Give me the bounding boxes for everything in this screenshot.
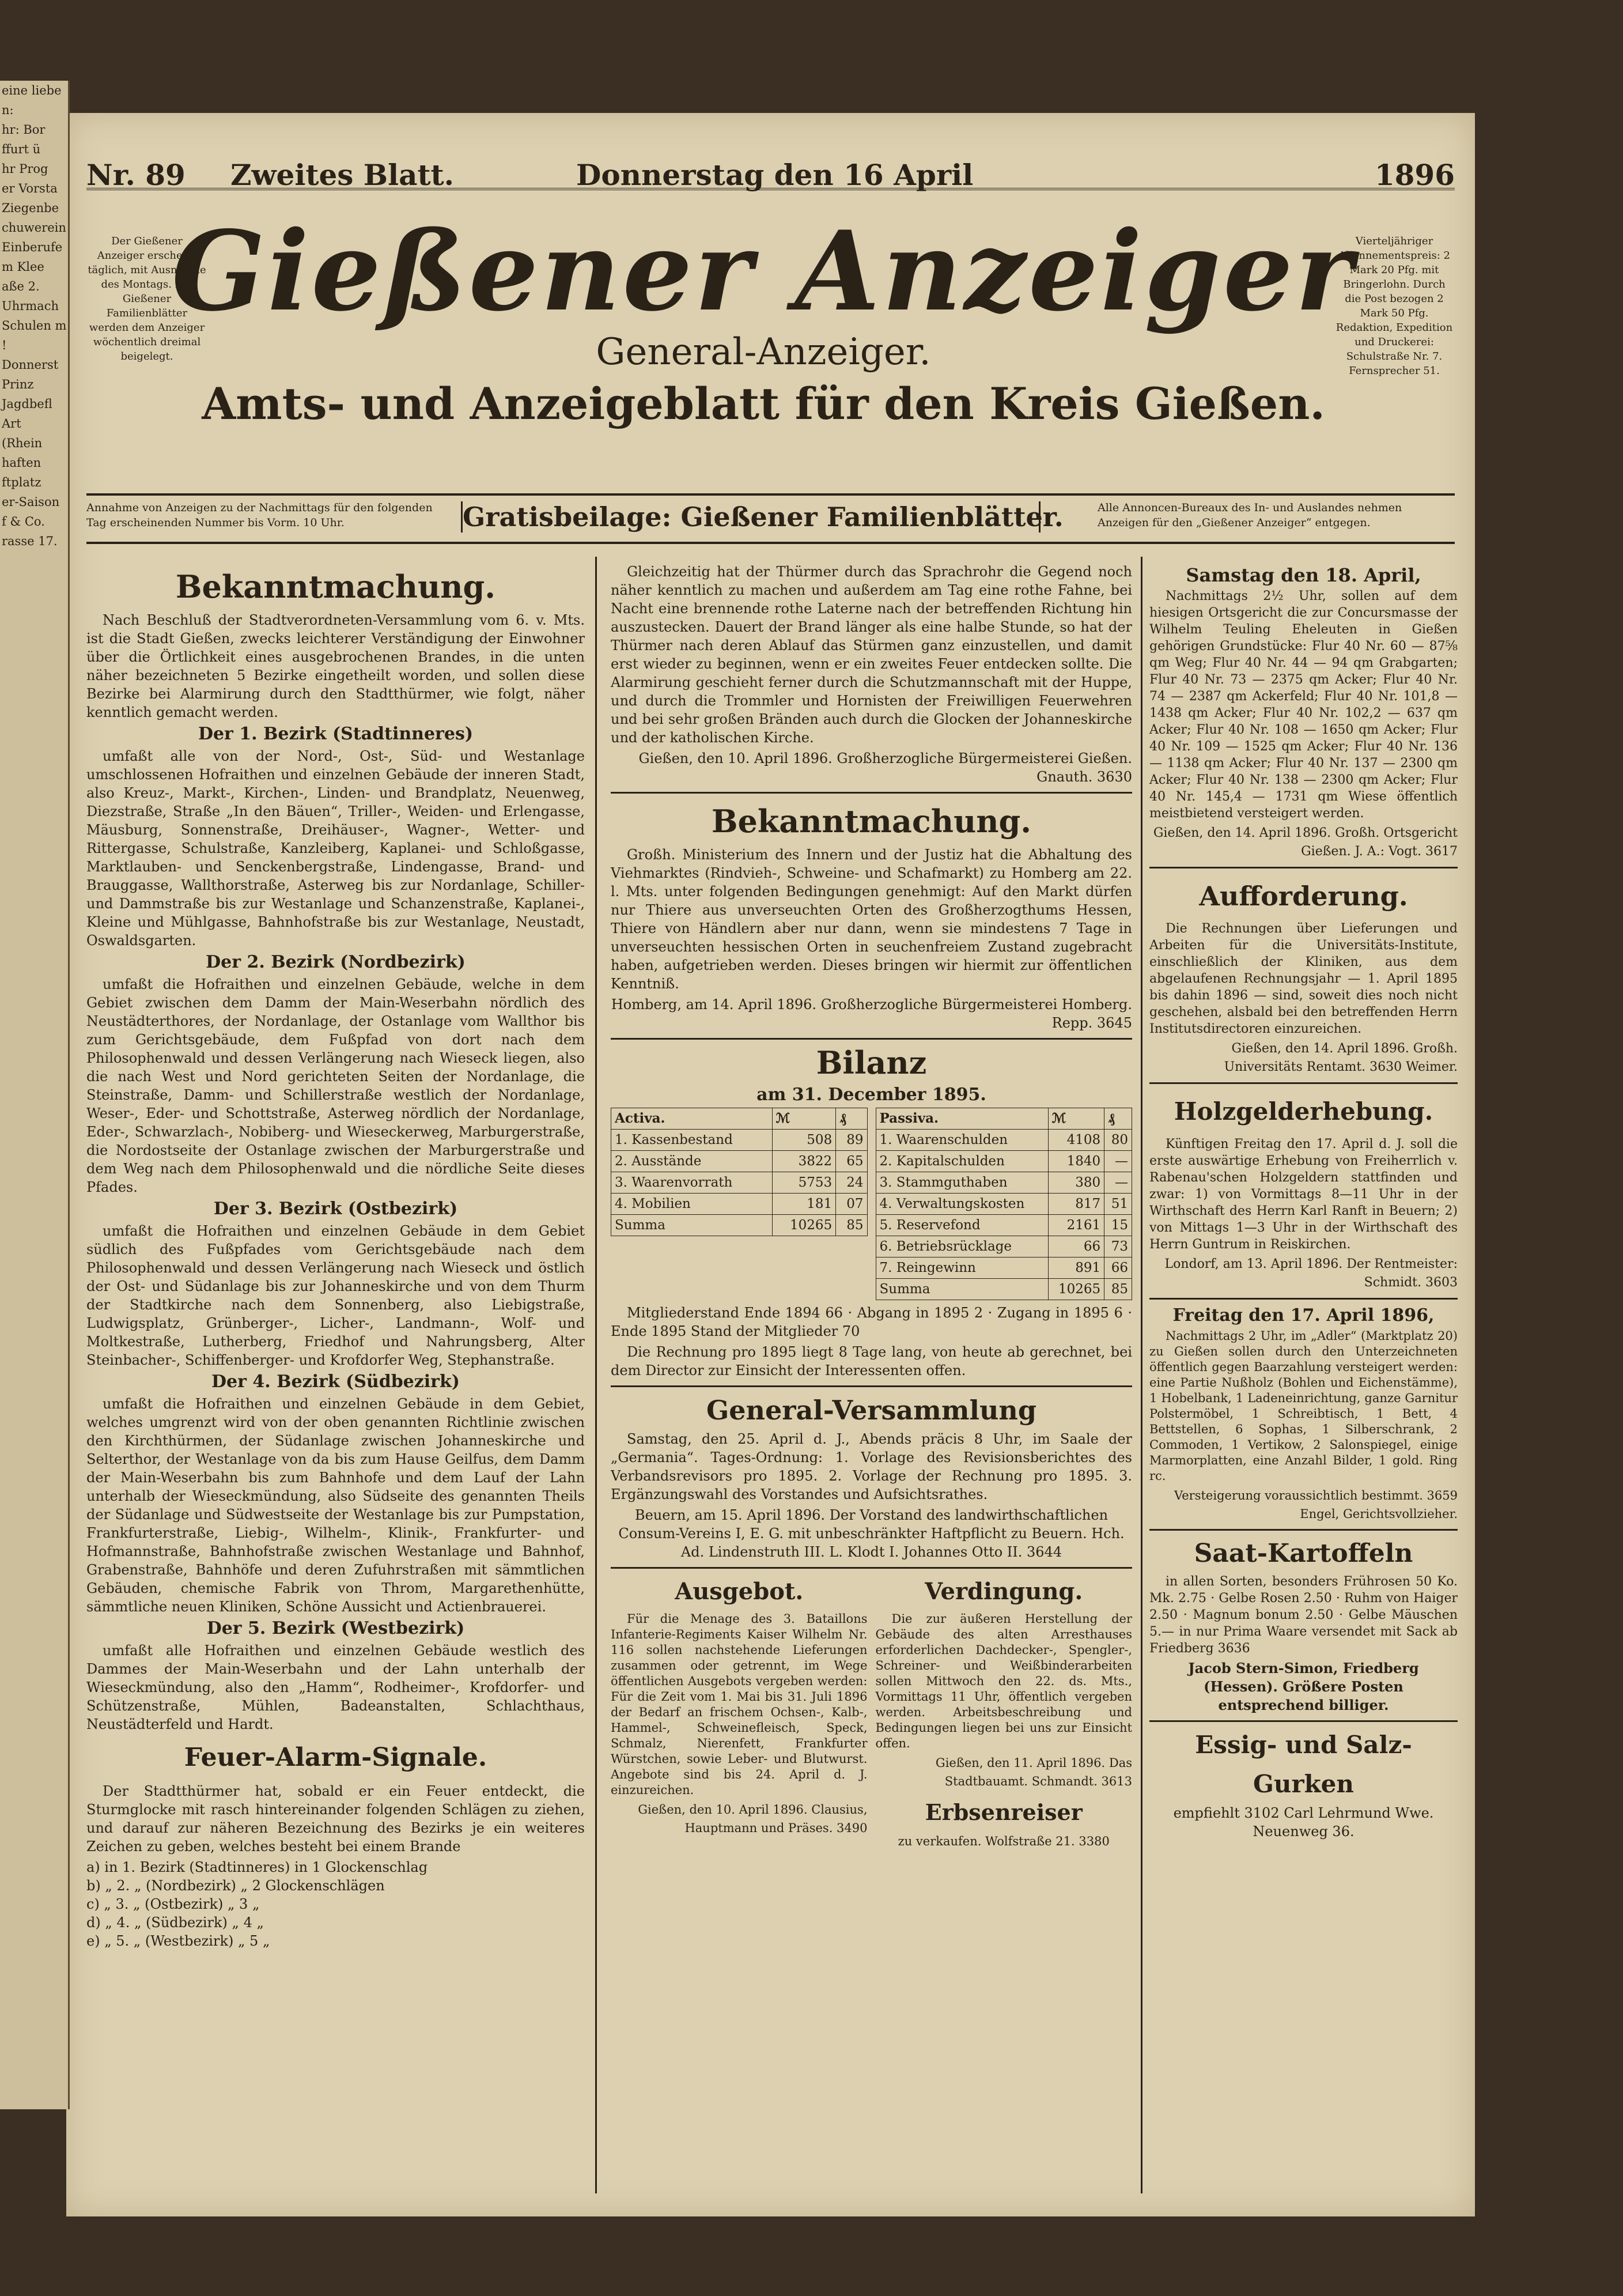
paragraph: umfaßt alle Hofraithen und einzelnen Gebäude westlich des Dammes der Main-Weserbahn und der Lahn unterhalb der Wieseckmündung, also den „Hamm“, Rodheimer-, Krofdorfer- und Schützenstraße, Mühlen, Badeanstalten, Schlachthaus, Neustädterfeld und Hardt.	[86, 1642, 585, 1732]
table-cell: 2. Kapitalschulden	[876, 1151, 1048, 1172]
table-row	[876, 1130, 1132, 1151]
table-row	[876, 1236, 1132, 1257]
paragraph: Samstag, den 25. April d. J., Abends präcis 8 Uhr, im Saale der „Germania“. Tages-Ordnung: 1. Vorlage des Revisionsberichtes des Verbandsrevisors pro 1895. 2. Vorlage der Rechnung pro 1895. 3. Ergänzungswahl des Vorstandes und Aufsichtsrathes.	[611, 1431, 1132, 1502]
adjacent-page-strip	[0, 81, 70, 2109]
strip-center: Gratisbeilage: Gießener Familienblätter.	[461, 501, 1041, 533]
paragraph: umfaßt alle von der Nord-, Ost-, Süd- und Westanlage umschlossenen Hofraithen und einzelnen Gebäude der inneren Stadt, also Kreuz-, Markt-, Kirchen-, Linden- und Brandplatz, Neuenweg, Diezstraße, Straße „In den Bäuen“, Triller-, Weiden- und Erlengasse, Mäusburg, Sonnenstraße, Dreihäuser-, Wagner-, Wetter- und Rittergasse, Schulstraße, Kanzleiberg, Kaplanei- und Schloßgasse, Marktlauben- und Senckenbergstraße, Lindengasse, Brand- und Brauggasse, Wallthorstraße, Asterweg bis zur Nordanlage, Schiller- und Dammstraße bis zur Westanlage und Schanzenstraße, Kaplanei-, Kleine und Mühlgasse, Bahnhofstraße bis zur Westanlage, Neustadt, Oswaldsgarten.	[86, 748, 585, 949]
strip-fragment: hr Prog	[2, 162, 48, 176]
subheading: Der 1. Bezirk (Stadtinneres)	[198, 724, 474, 744]
table-row	[876, 1215, 1132, 1236]
paragraph: in allen Sorten, besonders Frührosen 50 Ko. Mk. 2.75 · Gelbe Rosen 2.50 · Ruhm von Haiger 2.50 · Magnum bonum 2.50 · Gelbe Mäuschen 5.— in nur Prima Waare versendet mit Sack ab Friedberg 3636	[1149, 1574, 1458, 1656]
table-cell: 181	[772, 1194, 836, 1215]
column-2	[611, 562, 1132, 1851]
notice-box	[1149, 867, 1458, 1077]
table-cell: 508	[772, 1130, 836, 1151]
paragraph: Mitgliederstand Ende 1894 66 · Abgang in 1895 2 · Zugang in 1895 6 · Ende 1895 Stand der Mitglieder 70	[611, 1305, 1132, 1339]
strip-fragment: ffurt ü	[2, 142, 41, 156]
table-cell: 817	[1048, 1194, 1104, 1215]
heading: Saat-Kartoffeln	[1194, 1539, 1413, 1568]
table-cell: 1. Waarenschulden	[876, 1130, 1048, 1151]
heading: Feuer-Alarm-Signale.	[184, 1743, 487, 1772]
table-cell: 66	[1104, 1257, 1132, 1279]
table-row	[876, 1151, 1132, 1172]
masthead-subtitle: General-Anzeiger.	[596, 331, 931, 373]
notice-box	[1149, 1529, 1458, 1715]
table-row	[611, 1172, 868, 1194]
heading: Verdingung.	[925, 1578, 1083, 1605]
paragraph: umfaßt die Hofraithen und einzelnen Gebäude in dem Gebiet südlich des Fußpfades vom Gerichtsgebäude nach dem Philosophenwald und dessen Verlängerung nach Wieseck und östlich der Ost- und Südanlage bis zur Johanneskirche und von dem Thurm der Stadtkirche nach dem Sonnenberg, also Liebigstraße, Ludwigsplatz, Grünberger-, Licher-, Landmann-, Wolf- und Moltkestraße, Lutherberg, Friedhof und Nahrungsberg, Alter Steinbacher-, Schiffenberger- und Krofdorfer Weg, Stephanstraße.	[86, 1223, 585, 1368]
signature: Londorf, am 13. April 1896. Der Rentmeister: Schmidt. 3603	[1164, 1257, 1458, 1290]
paragraph: Nachmittags 2½ Uhr, sollen auf dem hiesigen Ortsgericht die zur Concursmasse der Wilhelm Teuling Eheleuten in Gießen gehörigen Grundstücke: Flur 40 Nr. 60 — 87⅝ qm Weg; Flur 40 Nr. 44 — 94 qm Grabgarten; Flur 40 Nr. 73 — 2375 qm Acker; Flur 40 Nr. 74 — 2387 qm Ackerfeld; Flur 40 Nr. 101,8 — 1438 qm Acker; Flur 40 Nr. 102,2 — 637 qm Acker; Flur 40 Nr. 108 — 1650 qm Acker; Flur 40 Nr. 109 — 1525 qm Acker; Flur 40 Nr. 136 — 1138 qm Acker; Flur 40 Nr. 137 — 2300 qm Acker; Flur 40 Nr. 138 — 2300 qm Acker; Flur 40 Nr. 145,4 — 1731 qm Wiese öffentlich meistbietend versteigert werden.	[1149, 589, 1458, 821]
paragraph: Die zur äußeren Herstellung der Gebäude des alten Arresthauses erforderlichen Dachdecker-, Spengler-, Schreiner- und Weißbinderarbeiten sollen Mittwoch den 22. ds. Mts., Vormittags 11 Uhr, öffentlich vergeben werden. Arbeitsbeschreibung und Bedingungen liegen bei uns zur Einsicht offen.	[875, 1612, 1132, 1750]
column-1	[86, 562, 585, 1950]
passiva-table	[876, 1108, 1133, 1300]
notice-box	[1149, 1082, 1458, 1292]
masthead-left-note: Der Gießener Anzeiger erscheint täglich, mit Ausnahme des Montags. Die Gießener Familienblätter werden dem Anzeiger wöchentlich dreimal beigelegt.	[88, 235, 206, 362]
table-cell: 65	[836, 1151, 867, 1172]
table-cell: 891	[1048, 1257, 1104, 1279]
table-header: ₰	[1104, 1108, 1132, 1130]
notice-box	[1149, 1720, 1458, 1841]
strip-fragment: !	[2, 338, 7, 352]
strip-fragment: f & Co.	[2, 515, 45, 528]
table-cell: 80	[1104, 1130, 1132, 1151]
paragraph: Künftigen Freitag den 17. April d. J. soll die erste auswärtige Erhebung von Freiherrlich v. Rabenau'schen Holzgeldern stattfinden und zwar: 1) von Vormittags 8—11 Uhr in der Wirthschaft des Herrn Karl Ranft in Beuern; 2) von Mittags 1—3 Uhr in der Wirthschaft des Herrn Guntrum in Reiskirchen.	[1149, 1137, 1458, 1252]
table-header: ℳ	[772, 1108, 836, 1130]
table-cell: 10265	[1048, 1279, 1104, 1300]
table-cell: 07	[836, 1194, 867, 1215]
table-cell: —	[1104, 1151, 1132, 1172]
list-item: a) in 1. Bezirk (Stadtinneres) in 1 Glockenschlag	[86, 1859, 428, 1875]
table-row	[876, 1194, 1132, 1215]
signature: Versteigerung voraussichtlich bestimmt. 3659 Engel, Gerichtsvollzieher.	[1174, 1489, 1458, 1521]
column-rule	[1141, 557, 1142, 2193]
signature: Gießen, den 10. April 1896. Großherzogliche Bürgermeisterei Gießen. Gnauth. 3630	[638, 750, 1132, 785]
table-row	[876, 1172, 1132, 1194]
list-item: c) „ 3. „ (Ostbezirk) „ 3 „	[86, 1896, 260, 1912]
paragraph: Die Rechnung pro 1895 liegt 8 Tage lang, von heute ab gerechnet, bei dem Director zur Einsicht der Interessenten offen.	[611, 1344, 1132, 1379]
strip-fragment: er-Saison	[2, 495, 60, 509]
table-cell: 1. Kassenbestand	[611, 1130, 773, 1151]
heading: General-Versammlung	[706, 1395, 1037, 1426]
table-cell: 51	[1104, 1194, 1132, 1215]
paragraph: umfaßt die Hofraithen und einzelnen Gebäude in dem Gebiet, welches umgrenzt wird von der oben genannten Richtlinie zwischen den Kirchthürmen, der Südanlage zwischen Johanneskirche und Selterthor, der Westanlage von da bis zum Hause Geilfus, dem Damm der Main-Weserbahn bis zum Bahnhofe und dem Lauf der Lahn unterhalb der Wieseckmündung, also Südseite des genannten Theils der Südanlage und Südwestseite der Westanlage bis zur Pumpstation, Frankfurterstraße, Liebig-, Wilhelm-, Klinik-, Frankfurter- und Hofmannstraße, Bahnhofstraße zwischen Westanlage und Bahnhof, Grabenstraße, Bahnhöfe und deren Zufuhrstraßen mit sämmtlichen Gebäuden, chemische Fabrik von Throm, Margarethenhütte, sämmtliche neuen Kliniken, Schöne Aussicht und Actienbrauerei.	[86, 1396, 585, 1615]
subheading: Der 2. Bezirk (Nordbezirk)	[206, 952, 466, 972]
table-cell: 4. Verwaltungskosten	[876, 1194, 1048, 1215]
strip-fragment: (Rhein	[2, 436, 43, 450]
signature: Homberg, am 14. April 1896. Großherzogliche Bürgermeisterei Homberg. Repp. 3645	[611, 996, 1132, 1031]
paragraph: Gleichzeitig hat der Thürmer durch das Sprachrohr die Gegend noch näher kenntlich zu machen und außerdem am Tag eine rothe Fahne, bei Nacht eine brennende rothe Laterne nach der betreffenden Richtung hin auszustecken. Dauert der Brand länger als eine halbe Stunde, so hat der Thürmer nach deren Ablauf das Stürmen ganz einzustellen, und damit erst wieder zu beginnen, wenn er ein zweites Feuer entdecken sollte. Die Alarmirung geschieht ferner durch die Schutzmannschaft mit der Huppe, und durch die Trommler und Hornisten der Freiwilligen Feuerwehren und bei sehr großen Bränden auch durch die Glocken der Johanneskirche und der katholischen Kirche.	[611, 564, 1132, 746]
heading: Erbsenreiser	[925, 1799, 1083, 1825]
table-cell: 3. Waarenvorrath	[611, 1172, 773, 1194]
strip-left: Annahme von Anzeigen zu der Nachmittags für den folgenden Tag erscheinenden Nummer bis Vorm. 10 Uhr.	[86, 501, 433, 529]
heading: Aufforderung.	[1199, 881, 1408, 912]
signature: Jacob Stern-Simon, Friedberg (Hessen). Größere Posten entsprechend billiger.	[1188, 1660, 1419, 1713]
balance-tables	[611, 1108, 1132, 1300]
signature: Beuern, am 15. April 1896. Der Vorstand des landwirthschaftlichen Consum-Vereins I, E. G. mit unbeschränkter Haftpflicht zu Beuern. Hch. Ad. Lindenstruth III. L. Klodt I. Johannes Otto II. 3644	[618, 1507, 1125, 1560]
table-cell: 1840	[1048, 1151, 1104, 1172]
heading: Samstag den 18. April,	[1186, 564, 1421, 586]
strip-fragment: m Klee	[2, 260, 44, 274]
heading: Bekanntmachung.	[175, 568, 496, 605]
subheading: Der 5. Bezirk (Westbezirk)	[206, 1618, 465, 1638]
balance-box	[611, 1038, 1132, 1380]
heading: Essig- und Salz-Gurken	[1195, 1731, 1412, 1798]
masthead	[153, 207, 1374, 433]
paragraph: Nach Beschluß der Stadtverordneten-Versammlung vom 6. v. Mts. ist die Stadt Gießen, zwecks leichterer Verständigung der Einwohner über die Örtlichkeit eines ausgebrochenen Brandes, in die unten näher bezeichneten 5 Bezirke eingetheilt worden, und sollen diese Bezirke bei Alarmirung durch den Stadtthürmer, wie folgt, näher kenntlich gemacht werden.	[86, 612, 585, 720]
strip-fragment: chuwerein	[2, 221, 66, 235]
issue-year: 1896	[1374, 158, 1455, 192]
table-cell: 6. Betriebsrücklage	[876, 1236, 1048, 1257]
paragraph: Der Stadtthürmer hat, sobald er ein Feuer entdeckt, die Sturmglocke mit rasch hintereinander folgenden Schlägen zu ziehen, und darauf zur näheren Bezeichnung des Bezirks je ein weiteres Zeichen zu geben, welches besteht bei einem Brande	[86, 1783, 585, 1855]
strip-fragment: n:	[2, 103, 14, 117]
table-cell: 24	[836, 1172, 867, 1194]
strip-fragment: hr: Bor	[2, 123, 46, 137]
strip-fragment: Uhrmach	[2, 299, 59, 313]
table-cell: 5. Reservefond	[876, 1215, 1048, 1236]
masthead-title: Gießener Anzeiger	[171, 207, 1356, 335]
strip-fragment: Schulen m	[2, 319, 67, 333]
table-header: Activa.	[611, 1108, 773, 1130]
masthead-right-note: Vierteljähriger Abonnementspreis: 2 Mark 20 Pfg. mit Bringerlohn. Durch die Post bezogen 2 Mark 50 Pfg. Redaktion, Expedition und Druckerei: Schulstraße Nr. 7. Fernsprecher 51.	[1336, 235, 1453, 377]
activa-table	[611, 1108, 868, 1236]
issue-sheet: Zweites Blatt.	[230, 158, 455, 192]
strip-fragment: rasse 17.	[2, 534, 58, 548]
subheading: am 31. December 1895.	[756, 1085, 986, 1105]
subheading: Der 4. Bezirk (Südbezirk)	[211, 1372, 460, 1392]
list-item: e) „ 5. „ (Westbezirk) „ 5 „	[86, 1933, 270, 1949]
notice-box	[1149, 1298, 1458, 1523]
signature: Gießen, den 11. April 1896. Das Stadtbauamt. Schmandt. 3613	[935, 1756, 1132, 1788]
table-cell: 85	[836, 1215, 867, 1236]
paragraph: Für die Menage des 3. Bataillons Infanterie-Regiments Kaiser Wilhelm Nr. 116 sollen nachstehende Lieferungen zusammen oder getrennt, im Wege öffentlichen Ausgebots vergeben werden: Für die Zeit vom 1. Mai bis 31. Juli 1896 der Bedarf an frischem Ochsen-, Kalb-, Hammel-, Schweinefleisch, Speck, Schmalz, Nierenfett, Frankfurter Würstchen, sowie Leber- und Blutwurst. Angebote sind bis 24. April d. J. einzureichen.	[611, 1612, 868, 1797]
newspaper-page	[66, 113, 1475, 2216]
issue-header	[86, 158, 1455, 190]
heading: Ausgebot.	[675, 1578, 804, 1605]
table-cell: 66	[1048, 1236, 1104, 1257]
table-cell: 85	[1104, 1279, 1132, 1300]
table-row	[611, 1130, 868, 1151]
table-cell: Summa	[876, 1279, 1048, 1300]
signature: Gießen, den 14. April 1896. Großh. Ortsgericht Gießen. J. A.: Vogt. 3617	[1153, 826, 1458, 859]
strip-fragment: Art	[2, 417, 21, 430]
table-cell: 7. Reingewinn	[876, 1257, 1048, 1279]
table-header: ₰	[836, 1108, 867, 1130]
column-3	[1149, 562, 1458, 1841]
table-cell: 73	[1104, 1236, 1132, 1257]
heading: Holzgelderhebung.	[1174, 1097, 1433, 1126]
issue-number: Nr. 89	[86, 158, 186, 192]
heading: Freitag den 17. April 1896,	[1172, 1305, 1435, 1326]
strip-fragment: Donnerst	[2, 358, 59, 372]
strip-right: Alle Annoncen-Bureaux des In- und Auslandes nehmen Anzeigen für den „Gießener Anzeiger“ entgegen.	[1098, 501, 1402, 529]
table-cell: —	[1104, 1172, 1132, 1194]
strip-fragment: Jagdbefl	[2, 397, 52, 411]
table-row	[876, 1279, 1132, 1300]
table-row	[611, 1151, 868, 1172]
two-notices	[611, 1567, 1132, 1851]
strip-fragment: Prinz	[2, 377, 34, 391]
subheading: Der 3. Bezirk (Ostbezirk)	[213, 1199, 458, 1219]
paragraph: umfaßt die Hofraithen und einzelnen Gebäude, welche in dem Gebiet zwischen dem Damm der Main-Weserbahn nördlich des Neustädterthores, der Nordanlage, der Ostanlage vom Wallthor bis zum Gerichtsgebäude, dem Fußpfad von dort nach dem Philosophenwald und dessen Verlängerung nach Wieseck liegen, also die nach West und Nord gerichteten Seiten der Nordanlage, die Steinstraße, Damm- und Schillerstraße westlich der Nordanlage, Weser-, Eder- und Schottstraße, Asterweg nördlich der Nordanlage, Eder-, Schwarzlach-, Nobiberg- und Wieseckerweg, Marburgerstraße, die Nordostseite der Ostanlage zwischen der Marburgerstraße und dem Weg nach dem Philosophenwald und die nördliche Seite dieses Pfades.	[86, 976, 585, 1195]
table-cell: 3822	[772, 1151, 836, 1172]
table-cell: 4. Mobilien	[611, 1194, 773, 1215]
column-rule	[595, 557, 597, 2193]
table-cell: 10265	[772, 1215, 836, 1236]
signature: empfiehlt 3102 Carl Lehrmund Wwe. Neuenweg 36.	[1173, 1805, 1434, 1840]
strip-fragment: aße 2.	[2, 280, 40, 293]
table-cell: 2. Ausstände	[611, 1151, 773, 1172]
strip-fragment: eine liebe	[2, 84, 62, 97]
strip-fragment: haften	[2, 456, 41, 470]
table-header: ℳ	[1048, 1108, 1104, 1130]
paragraph: Großh. Ministerium des Innern und der Justiz hat die Abhaltung des Viehmarktes (Rindvieh-, Schweine- und Schafmarkt) zu Homberg am 22. l. Mts. unter folgenden Bedingungen genehmigt: Auf den Markt dürfen nur Thiere aus unverseuchten Orten des Großherzogthums Hessen, Thiere von Händlern aber nur dann, wenn sie mindestens 7 Tage in unverseuchten hessischen Orten in seuchenfreiem Zustand zugebracht haben, aufgetrieben werden. Dieses bringen wir hiermit zur öffentlichen Kenntniß.	[611, 847, 1132, 992]
notice-strip	[86, 493, 1455, 544]
strip-fragment: Ziegenbe	[2, 201, 59, 215]
table-cell: 15	[1104, 1215, 1132, 1236]
table-cell: 4108	[1048, 1130, 1104, 1151]
table-header: Passiva.	[876, 1108, 1048, 1130]
table-cell: Summa	[611, 1215, 773, 1236]
list-item: d) „ 4. „ (Südbezirk) „ 4 „	[86, 1914, 264, 1931]
issue-date: Donnerstag den 16 April	[576, 158, 974, 192]
strip-fragment: er Vorsta	[2, 182, 58, 195]
table-cell: 89	[836, 1130, 867, 1151]
masthead-subtitle2: Amts- und Anzeigeblatt für den Kreis Gießen.	[202, 378, 1325, 429]
signature: zu verkaufen. Wolfstraße 21. 3380	[898, 1834, 1110, 1848]
table-cell: 2161	[1048, 1215, 1104, 1236]
strip-fragment: ftplatz	[2, 475, 41, 489]
heading: Bekanntmachung.	[711, 803, 1032, 840]
signature: Gießen, den 10. April 1896. Clausius, Hauptmann und Präses. 3490	[638, 1803, 868, 1835]
notice-box	[611, 792, 1132, 1032]
table-cell: 5753	[772, 1172, 836, 1194]
table-row	[611, 1194, 868, 1215]
signature: Gießen, den 14. April 1896. Großh. Universitäts Rentamt. 3630 Weimer.	[1224, 1041, 1458, 1074]
table-cell: 3. Stammguthaben	[876, 1172, 1048, 1194]
strip-fragment: Einberufe	[2, 240, 63, 254]
list-item: b) „ 2. „ (Nordbezirk) „ 2 Glockenschlägen	[86, 1878, 385, 1894]
paragraph: Nachmittags 2 Uhr, im „Adler“ (Marktplatz 20) zu Gießen sollen durch den Unterzeichneten öffentlich gegen Baarzahlung versteigert werden: eine Partie Nußholz (Bohlen und Eichenstämme), 1 Hobelbank, 1 Ladeneinrichtung, ganze Garnitur Polstermöbel, 1 Schreibtisch, 1 Bett, 4 Bettstellen, 6 Sophas, 1 Silberschrank, 2 Commoden, 1 Vertikow, 2 Salonspiegel, einige Marmorplatten, eine Anzahl Bilder, 1 gold. Ring rc.	[1149, 1329, 1458, 1483]
paragraph: Die Rechnungen über Lieferungen und Arbeiten für die Universitäts-Institute, einschließlich der Kliniken, aus dem abgelaufenen Rechnungsjahr — 1. April 1895 bis dahin 1896 — sind, soweit dies noch nicht geschehen, alsbald bei den betreffenden Herrn Institutsdirectoren einzureichen.	[1149, 922, 1458, 1036]
table-cell: 380	[1048, 1172, 1104, 1194]
heading: Bilanz	[816, 1044, 927, 1081]
assembly-box	[611, 1385, 1132, 1561]
table-row	[611, 1215, 868, 1236]
table-row	[876, 1257, 1132, 1279]
